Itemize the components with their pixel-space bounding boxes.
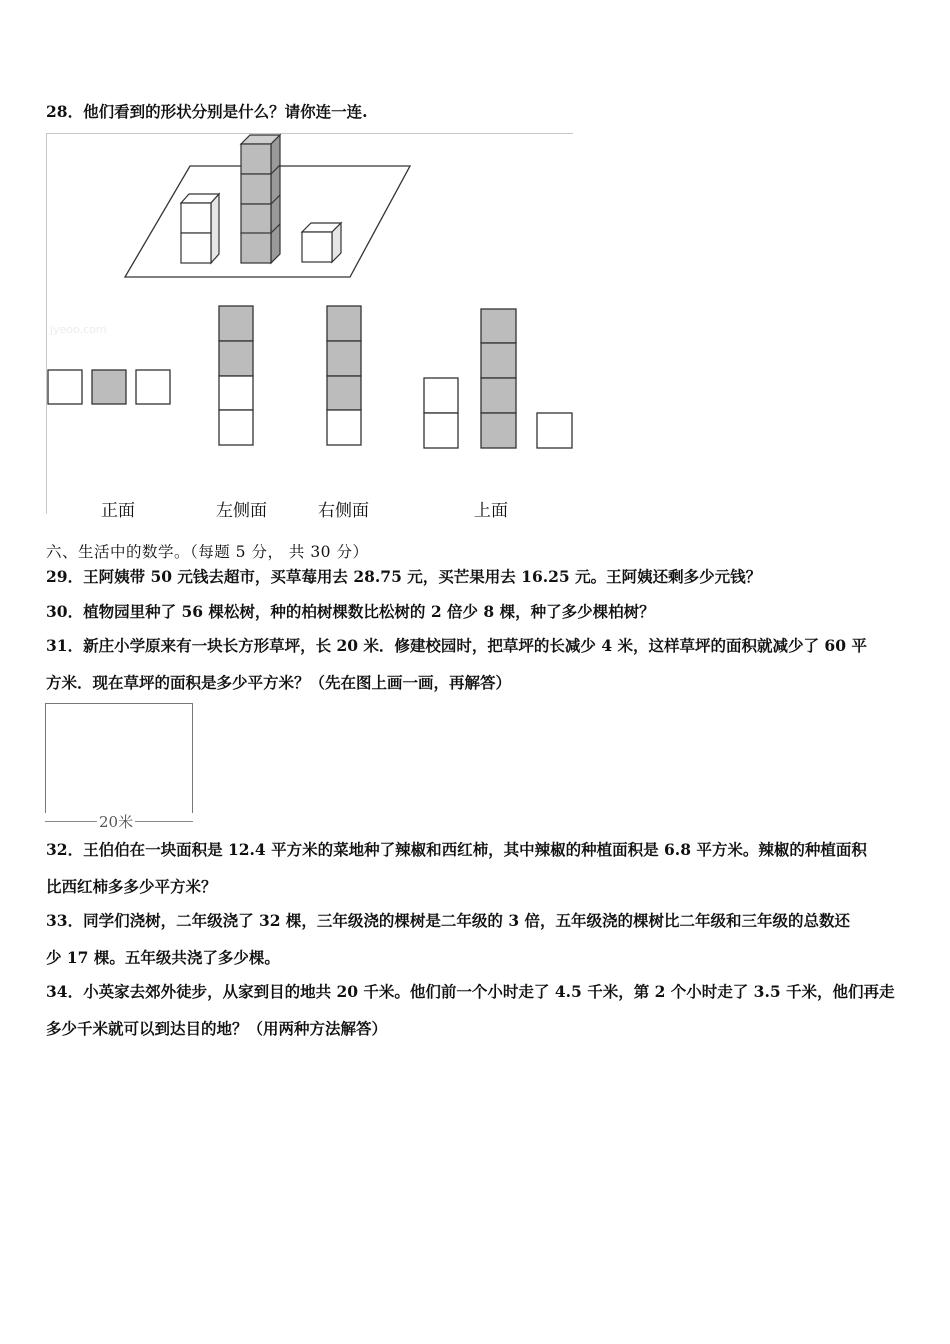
question-32-line-1: 32．王伯伯在一块面积是 12.4 平方米的菜地种了辣椒和西红柿，其中辣椒的种植面积是 6.8 平方米。辣椒的种植面积 bbox=[46, 840, 867, 859]
question-34-line-2: 多少千米就可以到达目的地？（用两种方法解答） bbox=[46, 1019, 388, 1038]
lawn-rectangle bbox=[45, 703, 193, 813]
cube-right-white bbox=[302, 223, 341, 262]
question-32-line-2: 比西红柿多多少平方米？ bbox=[46, 877, 217, 896]
view-front-layout bbox=[424, 309, 572, 448]
dimension-label: 20米 bbox=[99, 813, 134, 831]
label-top-view: 上面 bbox=[474, 501, 508, 521]
dimension-line bbox=[45, 812, 193, 830]
label-right-view: 右侧面 bbox=[318, 501, 369, 521]
watermark: jyeoo.com bbox=[50, 323, 107, 336]
view-column-b bbox=[327, 306, 361, 445]
question-33-line-2: 少 17 棵。五年级共浇了多少棵。 bbox=[46, 948, 280, 967]
question-33-line-1: 33．同学们浇树，二年级浇了 32 棵，三年级浇的棵树是二年级的 3 倍，五年级浇的棵树比二年级和三年级的总数还 bbox=[46, 911, 851, 930]
stack-left-white bbox=[181, 194, 219, 263]
section-6-heading: 六、生活中的数学。（每题 5 分， 共 30 分） bbox=[46, 543, 369, 561]
question-31-line-1: 31．新庄小学原来有一块长方形草坪，长 20 米．修建校园时，把草坪的长减少 4 米，这样草坪的面积就减少了 60 平 bbox=[46, 636, 867, 655]
question-30: 30．植物园里种了 56 棵松树，种的柏树棵数比松树的 2 倍少 8 棵，种了多少棵柏树？ bbox=[46, 602, 655, 621]
question-28: 28．他们看到的形状分别是什么？请你连一连. bbox=[46, 102, 368, 121]
view-row-three bbox=[48, 370, 170, 404]
stack-middle-gray bbox=[241, 135, 280, 263]
label-front-view: 正面 bbox=[101, 501, 135, 521]
question-34-line-1: 34．小英家去郊外徒步，从家到目的地共 20 千米。他们前一个小时走了 4.5 千米，第 2 个小时走了 3.5 千米，他们再走 bbox=[46, 982, 895, 1001]
figure-28-cubes bbox=[0, 0, 950, 520]
question-31-line-2: 方米．现在草坪的面积是多少平方米？（先在图上画一画，再解答） bbox=[46, 673, 512, 692]
question-29: 29．王阿姨带 50 元钱去超市，买草莓用去 28.75 元，买芒果用去 16.25 元。王阿姨还剩多少元钱？ bbox=[46, 567, 762, 586]
view-column-a bbox=[219, 306, 253, 445]
label-left-view: 左侧面 bbox=[216, 501, 267, 521]
